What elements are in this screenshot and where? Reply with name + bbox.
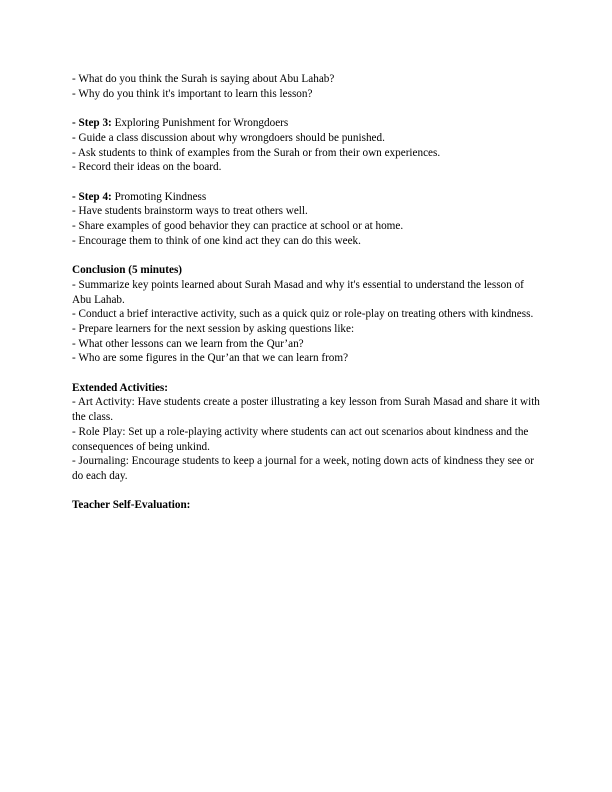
conclusion-item: - Conduct a brief interactive activity, such as a quick quiz or role-play on treating others with kindness.	[72, 308, 534, 321]
spacer	[72, 248, 542, 263]
spacer	[72, 101, 542, 116]
extended-item-journaling: - Journaling: Encourage students to keep a journal for a week, noting down acts of kindness they see or do each day.	[72, 455, 534, 482]
step4-label: - Step 4:	[72, 190, 112, 203]
conclusion-item: - Prepare learners for the next session by asking questions like:	[72, 322, 355, 335]
extended-item-roleplay: - Role Play: Set up a role-playing activity where students can act out scenarios about kindness and the consequences of being unkind.	[72, 425, 529, 453]
self-evaluation-heading: Teacher Self-Evaluation:	[72, 499, 191, 512]
step3-item: - Ask students to think of examples from the Surah or from their own experiences.	[72, 146, 441, 159]
step4-heading	[72, 190, 542, 205]
question-abu-lahab: - What do you think the Surah is saying about Abu Lahab?	[72, 73, 335, 85]
extended-heading: Extended Activities:	[72, 381, 169, 394]
document-page	[72, 72, 542, 513]
spacer	[72, 175, 542, 190]
step4-title: Promoting Kindness	[111, 190, 207, 203]
step4-item: - Encourage them to think of one kind act they can do this week.	[72, 234, 361, 247]
conclusion-item: - What other lessons can we learn from the Qur’an?	[72, 337, 304, 350]
step3-label: - Step 3:	[72, 117, 112, 130]
conclusion-heading: Conclusion (5 minutes)	[72, 264, 183, 277]
step3-title: Exploring Punishment for Wrongdoers	[111, 117, 289, 130]
extended-item-art: - Art Activity: Have students create a poster illustrating a key lesson from Surah Masad and share it with the class.	[72, 396, 540, 424]
step3-heading	[72, 116, 542, 131]
spacer	[72, 484, 542, 499]
question-importance: - Why do you think it's important to learn this lesson?	[72, 87, 313, 100]
conclusion-item: - Summarize key points learned about Surah Masad and why it's essential to understand the lesson of Abu Lahab.	[72, 278, 524, 306]
conclusion-item: - Who are some figures in the Qur’an that we can learn from?	[72, 352, 349, 365]
spacer	[72, 366, 542, 381]
step3-item: - Record their ideas on the board.	[72, 161, 222, 174]
step3-item: - Guide a class discussion about why wrongdoers should be punished.	[72, 131, 385, 144]
step4-item: - Share examples of good behavior they can practice at school or at home.	[72, 220, 404, 232]
step4-item: - Have students brainstorm ways to treat others well.	[72, 205, 308, 218]
